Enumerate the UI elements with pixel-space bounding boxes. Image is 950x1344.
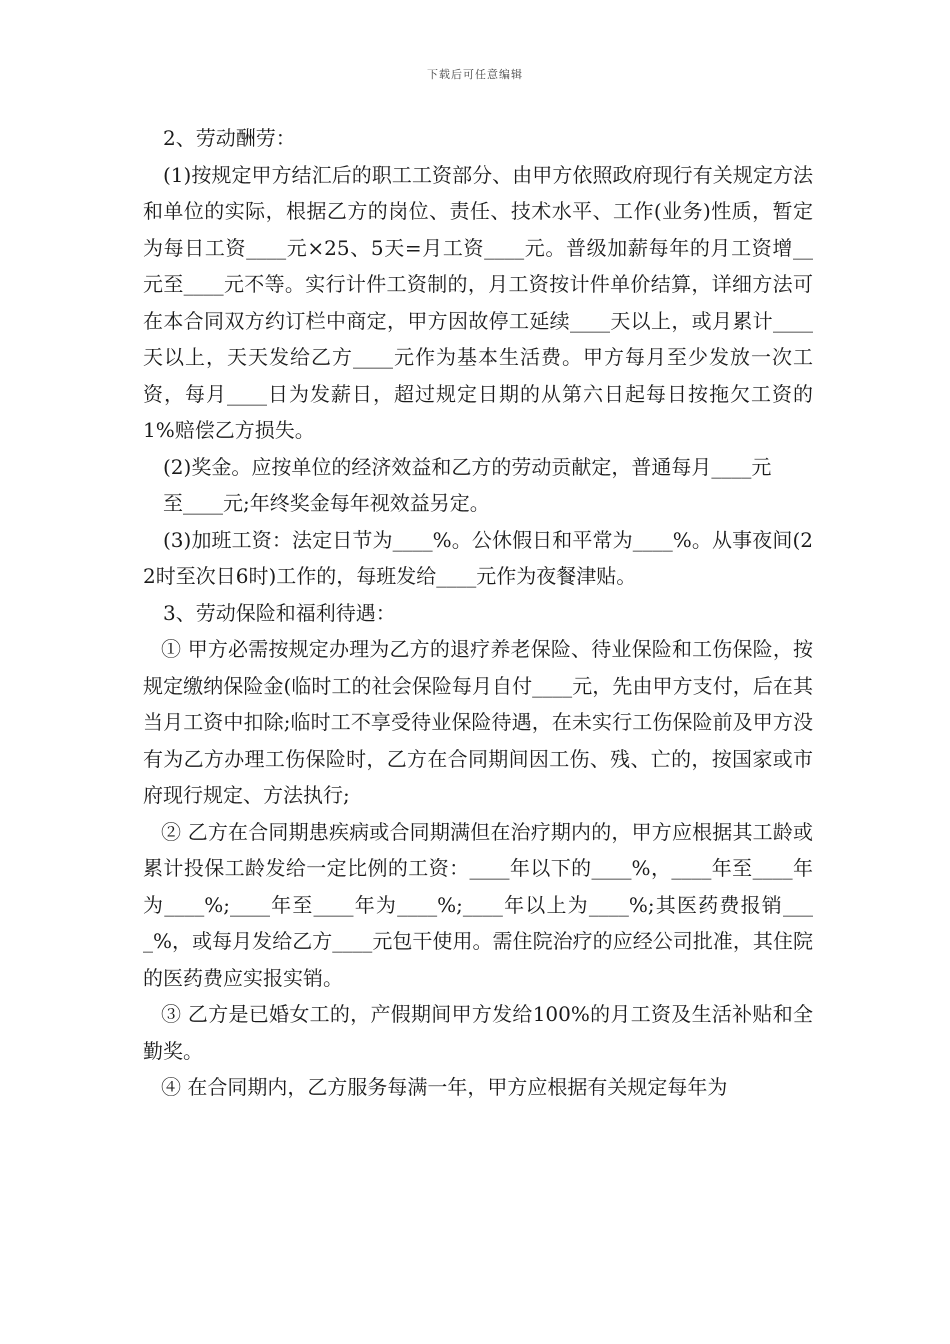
paragraph-overtime: (3)加班工资：法定日节为____%。公休假日和平常为____%。从事夜间(22时至次日6时)工作的，每班发给____元作为夜餐津贴。	[143, 527, 813, 588]
section-heading-remuneration: 2、劳动酬劳：	[163, 126, 296, 150]
section-heading-insurance: 3、劳动保险和福利待遇：	[163, 600, 396, 625]
paragraph-bonus-continued: 至____元;年终奖金每年视效益另定。	[163, 491, 490, 515]
paragraph-wages: (1)按规定甲方结汇后的职工工资部分、由甲方依照政府现行有关规定方法和单位的实际，根据乙方的岗位、责任、技术水平、工作(业务)性质，暂定为每日工资____元×25、5天=月工资____元。普级加薪每年的月工资增__元至____元不等。实行计件工资制的，月工资按计件单价结算，详细方法可在本合同双方约订栏中商定，甲方因故停工延续____天以上，或月累计____天以上，天天发给乙方____元作为基本生活费。甲方每月至少发放一次工资，每月____日为发薪日，超过规定日期的从第六日起每日按拖欠工资的1%赔偿乙方损失。	[143, 162, 813, 442]
page-header-note: 下载后可任意编辑	[427, 68, 523, 81]
document-body	[143, 120, 813, 1106]
paragraph-insurance-item-2: ② 乙方在合同期患疾病或合同期满但在治疗期内的，甲方应根据其工龄或累计投保工龄发给一定比例的工资：____年以下的____%，____年至____年为____%;____年至____年为____%;____年以上为____%;其医药费报销____%，或每月发给乙方____元包干使用。需住院治疗的应经公司批准，其住院的医药费应实报实销。	[143, 819, 813, 990]
paragraph-insurance-item-1: ① 甲方必需按规定办理为乙方的退疗养老保险、待业保险和工伤保险，按规定缴纳保险金(临时工的社会保险每月自付____元，先由甲方支付，后在其当月工资中扣除;临时工不享受待业保险待遇，在未实行工伤保险前及甲方没有为乙方办理工伤保险时，乙方在合同期间因工伤、残、亡的，按国家或市府现行规定、方法执行;	[143, 637, 813, 807]
paragraph-bonus: (2)奖金。应按单位的经济效益和乙方的劳动贡献定，普通每月____元	[163, 454, 772, 479]
paragraph-insurance-item-4: ④ 在合同期内，乙方服务每满一年，甲方应根据有关规定每年为	[161, 1075, 728, 1099]
paragraph-insurance-item-3: ③ 乙方是已婚女工的，产假期间甲方发给100%的月工资及生活补贴和全勤奖。	[143, 1002, 813, 1063]
